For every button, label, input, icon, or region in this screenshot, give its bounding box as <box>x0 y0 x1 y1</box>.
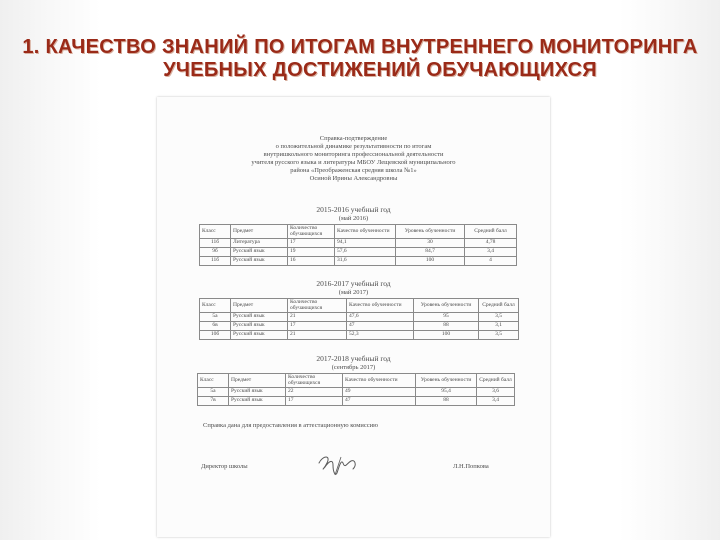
period-label: (сентябрь 2017) <box>331 364 376 371</box>
header-line: о положительной динамике результативности по итогам <box>275 143 432 150</box>
cell-subject: Русский язык <box>229 388 286 397</box>
cell-level: 95,4 <box>416 388 477 397</box>
cell-level: 100 <box>414 331 479 340</box>
cell-count: 21 <box>288 331 347 340</box>
cell-avg: 3,4 <box>465 248 517 257</box>
header-line: учителя русского языка и литературы МБОУ Лещевской муниципального <box>251 159 456 166</box>
header-line: Осиной Ирины Александровны <box>309 175 398 182</box>
scanned-certificate <box>157 97 550 537</box>
results-table-2016 <box>199 298 519 340</box>
cell-level: 88 <box>416 397 477 406</box>
col-header-class: Класс <box>200 299 231 313</box>
year-heading-2016 <box>157 279 550 297</box>
col-header-count: Количество обучающихся <box>288 299 347 313</box>
cell-subject: Русский язык <box>231 322 288 331</box>
col-header-level: Уровень обученности <box>414 299 479 313</box>
cell-quality: 52,3 <box>347 331 414 340</box>
cell-class: 5а <box>200 313 231 322</box>
cell-quality: 47,6 <box>347 313 414 322</box>
header-line: внутришкольного мониторинга профессиональной деятельности <box>263 151 444 158</box>
col-header-count: Количество обучающихся <box>288 225 335 239</box>
header-line: района «Преображенская средняя школа №1» <box>290 167 417 174</box>
cell-count: 21 <box>288 313 347 322</box>
col-header-level: Уровень обученности <box>396 225 465 239</box>
col-header-level: Уровень обученности <box>416 374 477 388</box>
col-header-class: Класс <box>200 225 231 239</box>
cell-quality: 47 <box>347 322 414 331</box>
cell-quality: 49 <box>343 388 416 397</box>
cell-count: 16 <box>288 257 335 266</box>
table-row <box>200 313 519 322</box>
handwritten-signature <box>315 449 361 479</box>
col-header-quality: Качество обученности <box>347 299 414 313</box>
slide-title <box>20 36 700 82</box>
slide-title-line-2: УЧЕБНЫХ ДОСТИЖЕНИЙ ОБУЧАЮЩИХСЯ <box>163 59 597 81</box>
cell-class: 11б <box>200 257 231 266</box>
cell-avg: 3,1 <box>479 322 519 331</box>
cell-subject: Русский язык <box>229 397 286 406</box>
table-row <box>200 257 517 266</box>
table-row <box>200 248 517 257</box>
col-header-count: Количество обучающихся <box>286 374 343 388</box>
certificate-header <box>157 135 550 183</box>
cell-avg: 4,78 <box>465 239 517 248</box>
cell-subject: Русский язык <box>231 257 288 266</box>
table-row <box>198 397 515 406</box>
cell-level: 30 <box>396 239 465 248</box>
col-header-quality: Качество обученности <box>343 374 416 388</box>
header-line: Справка-подтверждение <box>319 135 388 142</box>
cell-level: 100 <box>396 257 465 266</box>
period-label: (май 2017) <box>338 289 369 296</box>
cell-class: 5а <box>198 388 229 397</box>
signature-label: Директор школы <box>201 463 248 470</box>
year-label: 2017-2018 учебный год <box>316 354 391 363</box>
cell-avg: 3,5 <box>479 313 519 322</box>
results-table-2017 <box>197 373 515 406</box>
cell-class: 7в <box>198 397 229 406</box>
period-label: (май 2016) <box>338 215 369 222</box>
year-label: 2016-2017 учебный год <box>316 279 391 288</box>
cell-level: 95 <box>414 313 479 322</box>
cell-subject: Литература <box>231 239 288 248</box>
cell-quality: 94,1 <box>335 239 396 248</box>
col-header-avg: Средний балл <box>479 299 519 313</box>
cell-count: 17 <box>288 322 347 331</box>
year-heading-2017 <box>157 354 550 372</box>
slide-title-line-1: 1. КАЧЕСТВО ЗНАНИЙ ПО ИТОГАМ ВНУТРЕННЕГО МОНИТОРИНГА <box>22 36 698 58</box>
cell-avg: 3,5 <box>479 331 519 340</box>
cell-quality: 57,6 <box>335 248 396 257</box>
col-header-avg: Средний балл <box>465 225 517 239</box>
cell-level: 88 <box>414 322 479 331</box>
cell-class: 6в <box>200 322 231 331</box>
cell-class: 11б <box>200 239 231 248</box>
table-row <box>198 388 515 397</box>
table-row <box>200 331 519 340</box>
cell-class: 10б <box>200 331 231 340</box>
cell-count: 22 <box>286 388 343 397</box>
cell-quality: 47 <box>343 397 416 406</box>
col-header-quality: Качество обученности <box>335 225 396 239</box>
col-header-subject: Предмет <box>231 299 288 313</box>
cell-class: 9б <box>200 248 231 257</box>
col-header-subject: Предмет <box>229 374 286 388</box>
cell-level: 84,7 <box>396 248 465 257</box>
cell-avg: 3,6 <box>477 388 515 397</box>
cell-count: 19 <box>288 248 335 257</box>
cell-avg: 4 <box>465 257 517 266</box>
cell-subject: Русский язык <box>231 248 288 257</box>
certificate-note: Справка дана для предоставления в аттестационную комиссию <box>203 422 378 429</box>
cell-subject: Русский язык <box>231 331 288 340</box>
col-header-class: Класс <box>198 374 229 388</box>
year-label: 2015-2016 учебный год <box>316 205 391 214</box>
cell-avg: 3,4 <box>477 397 515 406</box>
year-heading-2015 <box>157 205 550 223</box>
cell-count: 17 <box>286 397 343 406</box>
cell-subject: Русский язык <box>231 313 288 322</box>
signatory-name: Л.Н.Попкова <box>453 463 489 470</box>
cell-count: 17 <box>288 239 335 248</box>
col-header-subject: Предмет <box>231 225 288 239</box>
results-table-2015 <box>199 224 517 266</box>
cell-quality: 31,6 <box>335 257 396 266</box>
table-row <box>200 239 517 248</box>
table-row <box>200 322 519 331</box>
col-header-avg: Средний балл <box>477 374 515 388</box>
